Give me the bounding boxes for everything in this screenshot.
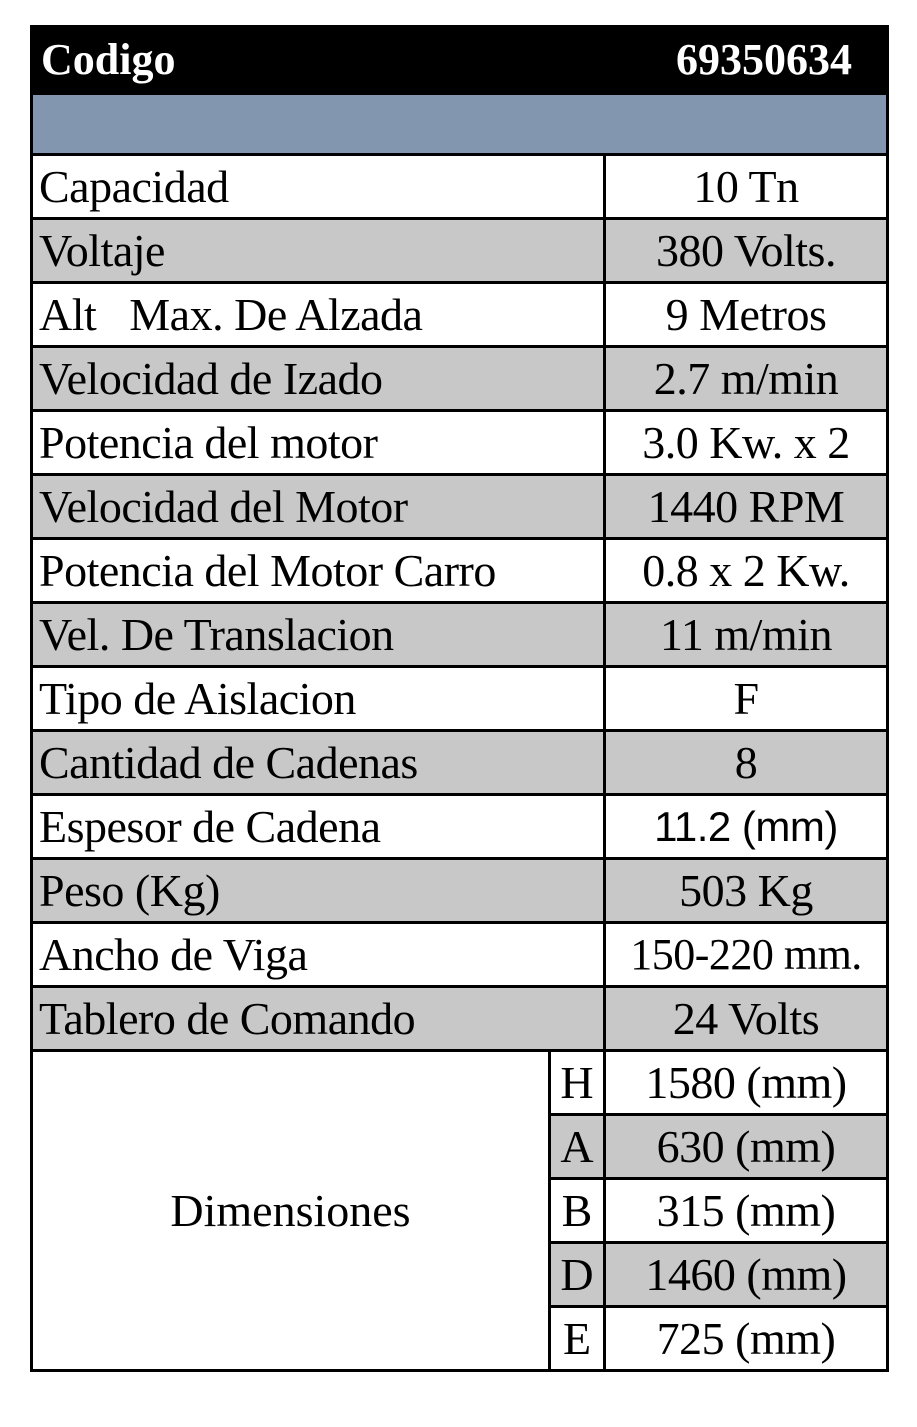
dimension-value: 1580 (mm) <box>605 1051 888 1115</box>
spec-label: Potencia del Motor Carro <box>32 539 605 603</box>
spec-label: Espesor de Cadena <box>32 795 605 859</box>
spec-row <box>32 923 888 987</box>
code-value: 69350634 <box>605 27 888 94</box>
spec-label: Cantidad de Cadenas <box>32 731 605 795</box>
dimension-row <box>32 1051 888 1115</box>
spec-value: 11.2 (mm) <box>605 795 888 859</box>
dimension-value: 725 (mm) <box>605 1307 888 1371</box>
spec-row <box>32 795 888 859</box>
spec-row <box>32 731 888 795</box>
color-band <box>32 94 888 155</box>
dimension-letter: E <box>550 1307 605 1371</box>
code-label: Codigo <box>32 27 605 94</box>
spec-row <box>32 283 888 347</box>
spec-row <box>32 347 888 411</box>
spec-label: Velocidad de Izado <box>32 347 605 411</box>
spec-value: 150-220 mm. <box>605 923 888 987</box>
dimension-value: 315 (mm) <box>605 1179 888 1243</box>
spec-row <box>32 219 888 283</box>
spec-label: Peso (Kg) <box>32 859 605 923</box>
dimension-letter: A <box>550 1115 605 1179</box>
spec-label: Capacidad <box>32 155 605 219</box>
dimension-letter: H <box>550 1051 605 1115</box>
dimensions-label: Dimensiones <box>32 1051 550 1371</box>
spec-label: Potencia del motor <box>32 411 605 475</box>
spec-value: 1440 RPM <box>605 475 888 539</box>
band-cell <box>32 94 888 155</box>
spec-value: 10 Tn <box>605 155 888 219</box>
spec-value: 24 Volts <box>605 987 888 1051</box>
spec-label: Tipo de Aislacion <box>32 667 605 731</box>
spec-value: 2.7 m/min <box>605 347 888 411</box>
spec-label: Ancho de Viga <box>32 923 605 987</box>
spec-row <box>32 539 888 603</box>
spec-value: 3.0 Kw. x 2 <box>605 411 888 475</box>
dimension-value: 1460 (mm) <box>605 1243 888 1307</box>
spec-value: 9 Metros <box>605 283 888 347</box>
dimension-letter: D <box>550 1243 605 1307</box>
spec-table <box>30 25 889 1372</box>
dimension-value: 630 (mm) <box>605 1115 888 1179</box>
spec-row <box>32 859 888 923</box>
spec-value: 0.8 x 2 Kw. <box>605 539 888 603</box>
spec-label: Voltaje <box>32 219 605 283</box>
spec-value: 380 Volts. <box>605 219 888 283</box>
spec-value: 11 m/min <box>605 603 888 667</box>
spec-label: Vel. De Translacion <box>32 603 605 667</box>
spec-row <box>32 411 888 475</box>
spec-label: Tablero de Comando <box>32 987 605 1051</box>
spec-label: Alt Max. De Alzada <box>32 283 605 347</box>
dimension-letter: B <box>550 1179 605 1243</box>
spec-row <box>32 603 888 667</box>
header-row <box>32 27 888 94</box>
spec-row <box>32 475 888 539</box>
spec-row <box>32 987 888 1051</box>
spec-row <box>32 667 888 731</box>
spec-value: F <box>605 667 888 731</box>
spec-label: Velocidad del Motor <box>32 475 605 539</box>
spec-row <box>32 155 888 219</box>
spec-value: 503 Kg <box>605 859 888 923</box>
spec-value: 8 <box>605 731 888 795</box>
